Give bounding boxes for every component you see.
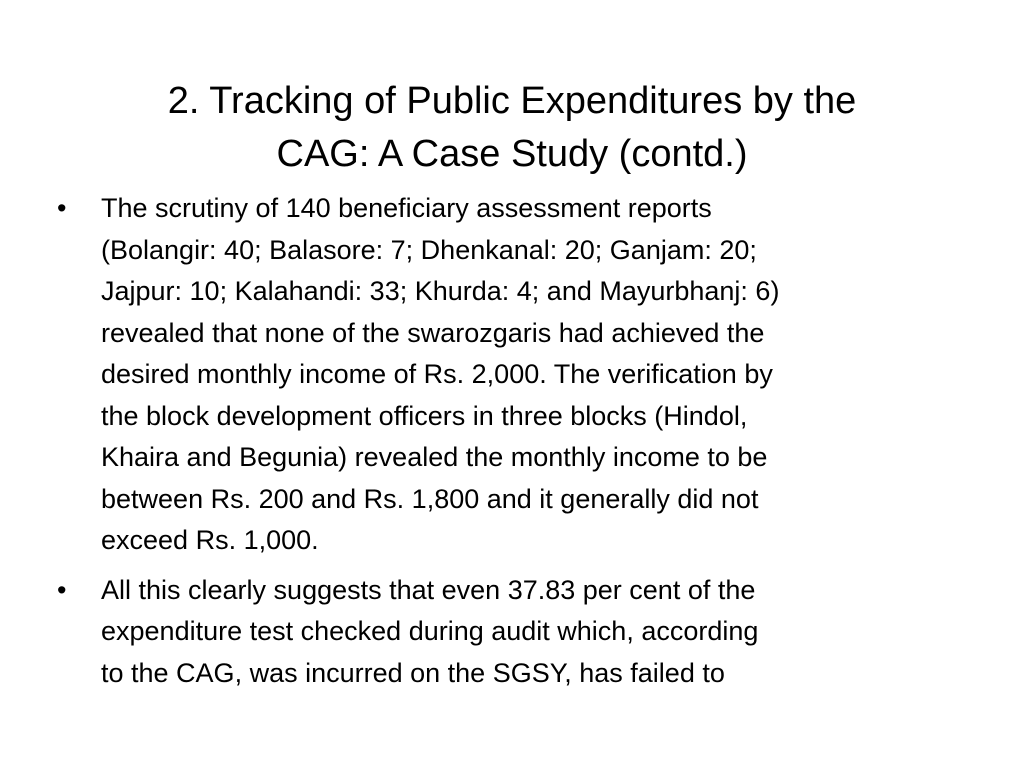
slide-title <box>60 75 964 181</box>
bullet-2-line-3: to the CAG, was incurred on the SGSY, has failed to <box>101 657 725 688</box>
bullet-icon: • <box>57 574 67 605</box>
bullet-text-1 <box>101 188 779 562</box>
bullet-1-line-7: Khaira and Begunia) revealed the monthly income to be <box>101 442 768 472</box>
bullet-1-line-3: Jajpur: 10; Kalahandi: 33; Khurda: 4; and Mayurbhanj: 6) <box>101 276 780 306</box>
title-line-1: 2. Tracking of Public Expenditures by the <box>167 80 857 123</box>
bullet-1-line-2: (Bolangir: 40; Balasore: 7; Dhenkanal: 20; Ganjam: 20; <box>101 234 757 265</box>
bullet-text-2 <box>101 570 758 695</box>
bullet-1-line-9: exceed Rs. 1,000. <box>101 525 319 555</box>
bullet-list <box>57 188 987 702</box>
bullet-icon: • <box>57 193 67 223</box>
bullet-item-2 <box>57 570 987 695</box>
bullet-1-line-4: revealed that none of the swarozgaris had achieved the <box>101 317 765 348</box>
bullet-1-line-5: desired monthly income of Rs. 2,000. The verification by <box>101 359 773 389</box>
bullet-item-1 <box>57 188 987 562</box>
bullet-2-line-2: expenditure test checked during audit which, according <box>101 616 759 646</box>
bullet-1-line-6: the block development officers in three blocks (Hindol, <box>101 400 748 431</box>
bullet-1-line-1: The scrutiny of 140 beneficiary assessment reports <box>101 193 712 223</box>
bullet-2-line-1: All this clearly suggests that even 37.83 per cent of the <box>101 574 756 605</box>
bullet-1-line-8: between Rs. 200 and Rs. 1,800 and it generally did not <box>101 483 759 514</box>
title-line-2: CAG: A Case Study (contd.) <box>276 133 748 176</box>
